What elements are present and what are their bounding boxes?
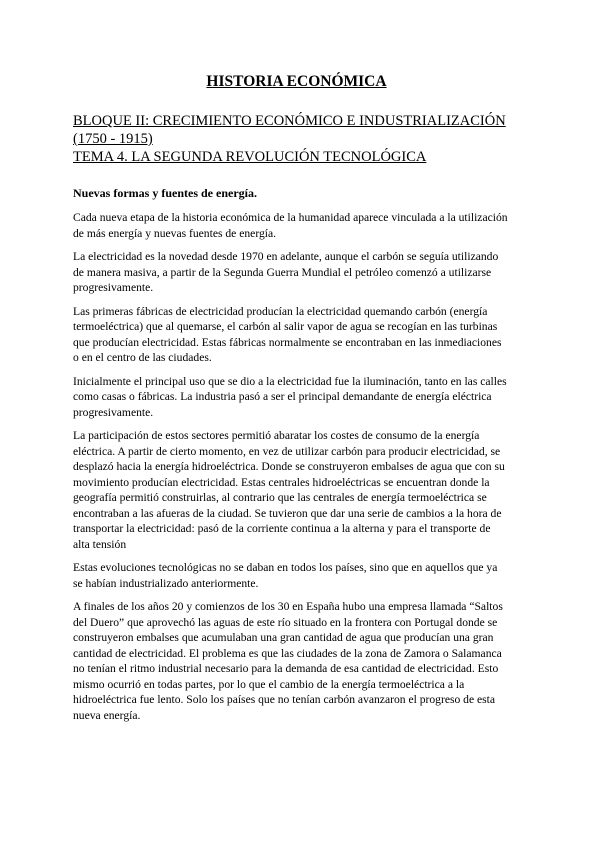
paragraph-line: Estas evoluciones tecnológicas no se daban en todos los países, sino que en aquellos que ya (73, 561, 498, 574)
paragraph-line: movimiento producían electricidad. Estas centrales hidroeléctricas se encuentran donde la (73, 475, 490, 489)
paragraph-line: progresivamente. (73, 405, 154, 419)
paragraph-line: geografía permitió construirlas, al contrario que las centrales de energía termoeléctrica se (73, 491, 487, 504)
paragraph-line: de más energía y nuevas fuentes de energía. (73, 226, 277, 240)
paragraph-line: alta tensión (73, 537, 127, 551)
paragraph-line: Cada nueva etapa de la historia económica de la humanidad aparece vinculada a la utilización (73, 211, 508, 224)
paragraph-line: mismo ocurrió en todas partes, por lo que el cambio de la energía termoeléctrica a la (73, 677, 465, 691)
paragraph-line: nueva energía. (73, 708, 141, 722)
paragraph-line: transportar la electricidad: pasó de la corriente continua a la alterna y para el transporte de (73, 522, 491, 535)
section-heading: Nuevas formas y fuentes de energía. (73, 186, 257, 200)
paragraph-line: La participación de estos sectores permitió abaratar los costes de consumo de la energía (73, 429, 480, 442)
paragraph-line: desplazó hacia la energía hidroeléctrica. Donde se construyeron embalses de agua que con su (73, 460, 505, 473)
paragraph (73, 599, 520, 723)
block-heading-line: BLOQUE II: CRECIMIENTO ECONÓMICO E INDUSTRIALIZACIÓN (73, 113, 506, 129)
paragraph-line: se habían industrializado anteriormente. (73, 576, 259, 590)
paragraph (73, 428, 520, 552)
paragraph-line: construyeron embalses que acumulaban una gran cantidad de agua que producían una gran (73, 631, 494, 644)
paragraph-line: termoeléctrica) que al quemarse, el carbón al salir vapor de agua se recogían en las turbinas (73, 320, 498, 333)
paragraph-line: A finales de los años 20 y comienzos de los 30 en España hubo una empresa llamada “Saltos (73, 600, 503, 613)
paragraph-line: encontraban a las afueras de la ciudad. Se tuvieron que dar una serie de cambios a la hora de (73, 506, 502, 520)
paragraph-line: cantidad de electricidad. El problema es que las ciudades de la zona de Zamora o Salamanca (73, 646, 502, 660)
paragraph-line: que producían electricidad. Estas fábricas normalmente se encontraban en las inmediaciones (73, 335, 502, 349)
paragraph-line: eléctrica. A partir de cierto momento, en vez de utilizar carbón para producir electricidad, se (73, 444, 501, 458)
topic-heading: TEMA 4. LA SEGUNDA REVOLUCIÓN TECNOLÓGICA (73, 149, 427, 165)
paragraph (73, 210, 520, 241)
paragraph-line: progresivamente. (73, 281, 154, 294)
paragraph (73, 249, 520, 296)
paragraph (73, 374, 520, 421)
paragraph-line: o en el centro de las ciudades. (73, 351, 212, 364)
paragraph-line: hidroeléctrica fue lento. Solo los países que no tenían carbón avanzaron el progreso de esta (73, 693, 496, 706)
paragraph (73, 304, 520, 366)
paragraph (73, 560, 520, 591)
paragraph-line: del Duero” que aprovechó las aguas de este río situado en la frontera con Portugal donde se (73, 615, 498, 629)
block-heading (73, 112, 520, 166)
paragraph-line: Inicialmente el principal uso que se dio a la electricidad fue la iluminación, tanto en las calles (73, 374, 507, 388)
paragraph-line: Las primeras fábricas de electricidad producían la electricidad quemando carbón (energía (73, 304, 488, 318)
paragraph-line: como casas o fábricas. La industria pasó a ser el principal demandante de energía eléctrica (73, 390, 492, 403)
document-title: HISTORIA ECONÓMICA (206, 73, 387, 90)
body-text (73, 210, 520, 723)
paragraph-line: de manera masiva, a partir de la Segunda Guerra Mundial el petróleo comenzó a utilizarse (73, 265, 492, 279)
paragraph-line: La electricidad es la novedad desde 1970 en adelante, aunque el carbón se seguía utilizando (73, 250, 499, 263)
paragraph-line: no tenían el ritmo industrial necesario para la demanda de esa cantidad de electricidad. Esto (73, 662, 499, 675)
block-heading-line: (1750 - 1915) (73, 131, 153, 147)
